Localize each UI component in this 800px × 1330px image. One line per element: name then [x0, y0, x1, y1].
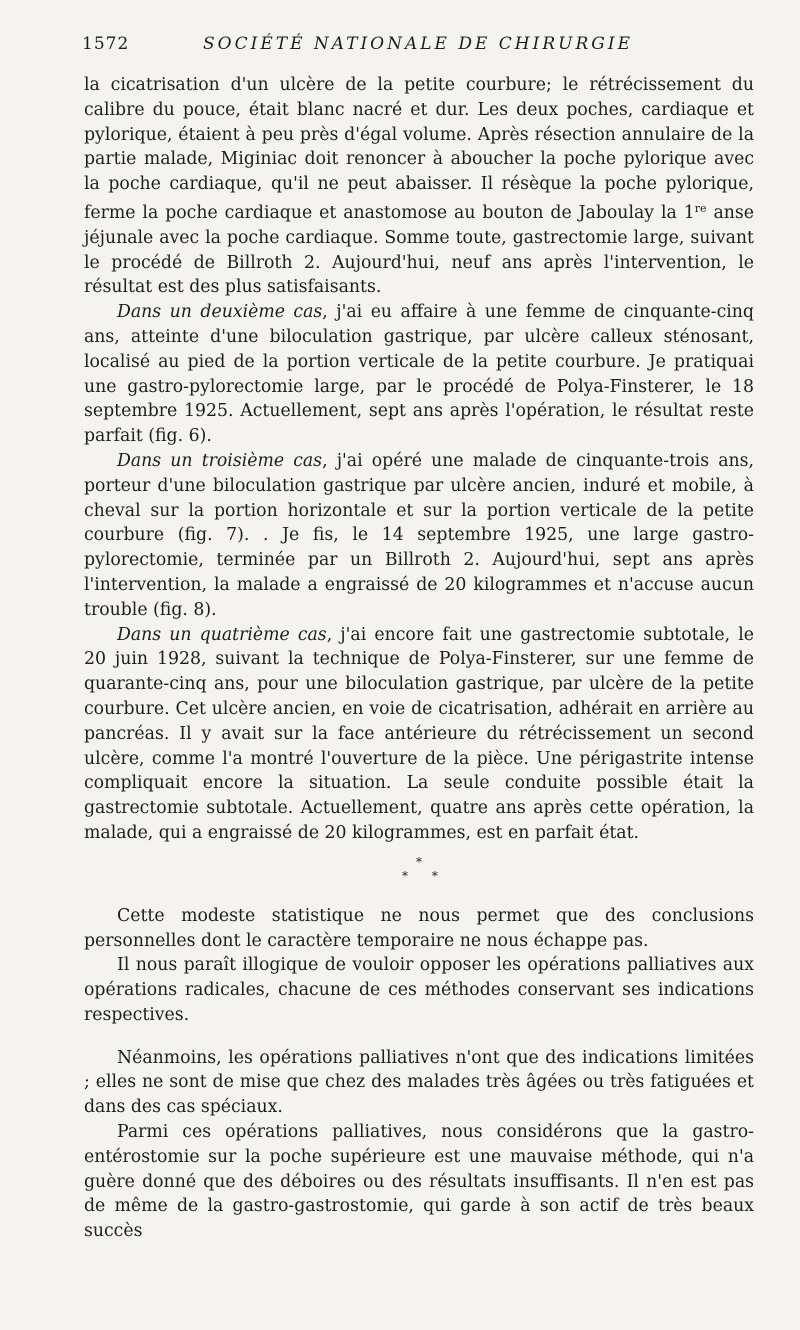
case-lead: Dans un troisième cas [117, 450, 323, 471]
paragraph-3: Dans un troisième cas, j'ai opéré une malade de cinquante-trois ans, porteur d'une biloculation gastrique par ulcère ancien, induré et mobile, à cheval sur la portion horizontale et sur la portion verticale de la petite courbure (fig. 7). . Je fis, le 14 septembre 1925, une large gastro-pylorectomie, terminée par un Billroth 2. Aujourd'hui, sept ans après l'intervention, la malade a engraissé de 20 kilogrammes et n'accuse aucun trouble (fig. 8). [84, 450, 755, 620]
case-lead: Dans un quatrième cas [117, 624, 327, 645]
section-separator [84, 854, 754, 904]
paragraph-6: Il nous paraît illogique de vouloir opposer les opérations palliatives aux opérations radicales, chacune de ces méthodes conservant ses indications respectives. [84, 955, 754, 1025]
paragraph-gap [84, 1028, 754, 1046]
case-lead: Dans un deuxième cas [117, 302, 323, 323]
superscript: re [694, 201, 707, 215]
separator-stars-bottom: * * [402, 868, 448, 883]
paragraph-8: Parmi ces opérations palliatives, nous considérons que la gastro-entérostomie sur la poche supérieure est une mauvaise méthode, qui n'a guère donné que des déboires ou des résultats insuffisants. Il n'en est pas de même de la gastro-gastrostomie, qui garde à son actif de très beaux succès [84, 1122, 754, 1242]
paragraph-5: Cette modeste statistique ne nous permet que des conclusions personnelles dont le caractère temporaire ne nous échappe pas. [84, 905, 754, 951]
page-number: 1572 [82, 34, 130, 54]
body-text [84, 73, 754, 1244]
paragraph-2: Dans un deuxième cas, j'ai eu affaire à une femme de cinquante-cinq ans, atteinte d'une biloculation gastrique, par ulcère calleux sténosant, localisé au pied de la portion verticale de la petite courbure. Je pratiquai une gastro-pylorectomie large, par le procédé de Polya-Finsterer, le 18 septembre 1925. Actuellement, sept ans après l'opération, le résultat reste parfait (fig. 6). [84, 302, 754, 447]
paragraph-4: Dans un quatrième cas, j'ai encore fait une gastrectomie subtotale, le 20 juin 1928, suivant la technique de Polya-Finsterer, sur une femme de quarante-cinq ans, pour une biloculation gastrique, par ulcère de la petite courbure. Cet ulcère ancien, en voie de cicatrisation, adhérait en arrière au pancréas. Il y avait sur la face antérieure du rétrécissement un second ulcère, comme l'a montré l'ouverture de la pièce. Une périgastrite intense compliquait encore la situation. La seule conduite possible était la gastrectomie subtotale. Actuellement, quatre ans après cette opération, la malade, qui a engraissé de 20 kilogrammes, est en parfait état. [84, 624, 754, 843]
separator-star-top: * [416, 854, 422, 869]
paragraph-1: la cicatrisation d'un ulcère de la petite courbure; le rétrécissement du calibre du pouce, était blanc nacré et dur. Les deux poches, cardiaque et pylorique, étaient à peu près d'égal volume. Après résection annulaire de la partie malade, Miginiac doit renoncer à aboucher la poche pylorique avec la poche cardiaque, qu'il ne peut abaisser. Il résèque la poche pylorique, ferme la poche cardiaque et anastomose au bouton de Jaboulay la 1re anse jéjunale avec la poche cardiaque. Somme toute, gastrectomie large, suivant le procédé de Billroth 2. Aujourd'hui, neuf ans après l'intervention, le résultat est des plus satisfaisants. [84, 75, 754, 298]
paragraph-7: Néanmoins, les opérations palliatives n'ont que des indications limitées ; elles ne sont de mise que chez des malades très âgées ou très fatiguées et dans des cas spéciaux. [84, 1047, 754, 1118]
page-header [82, 34, 754, 58]
running-title: SOCIÉTÉ NATIONALE DE CHIRURGIE [203, 34, 633, 54]
